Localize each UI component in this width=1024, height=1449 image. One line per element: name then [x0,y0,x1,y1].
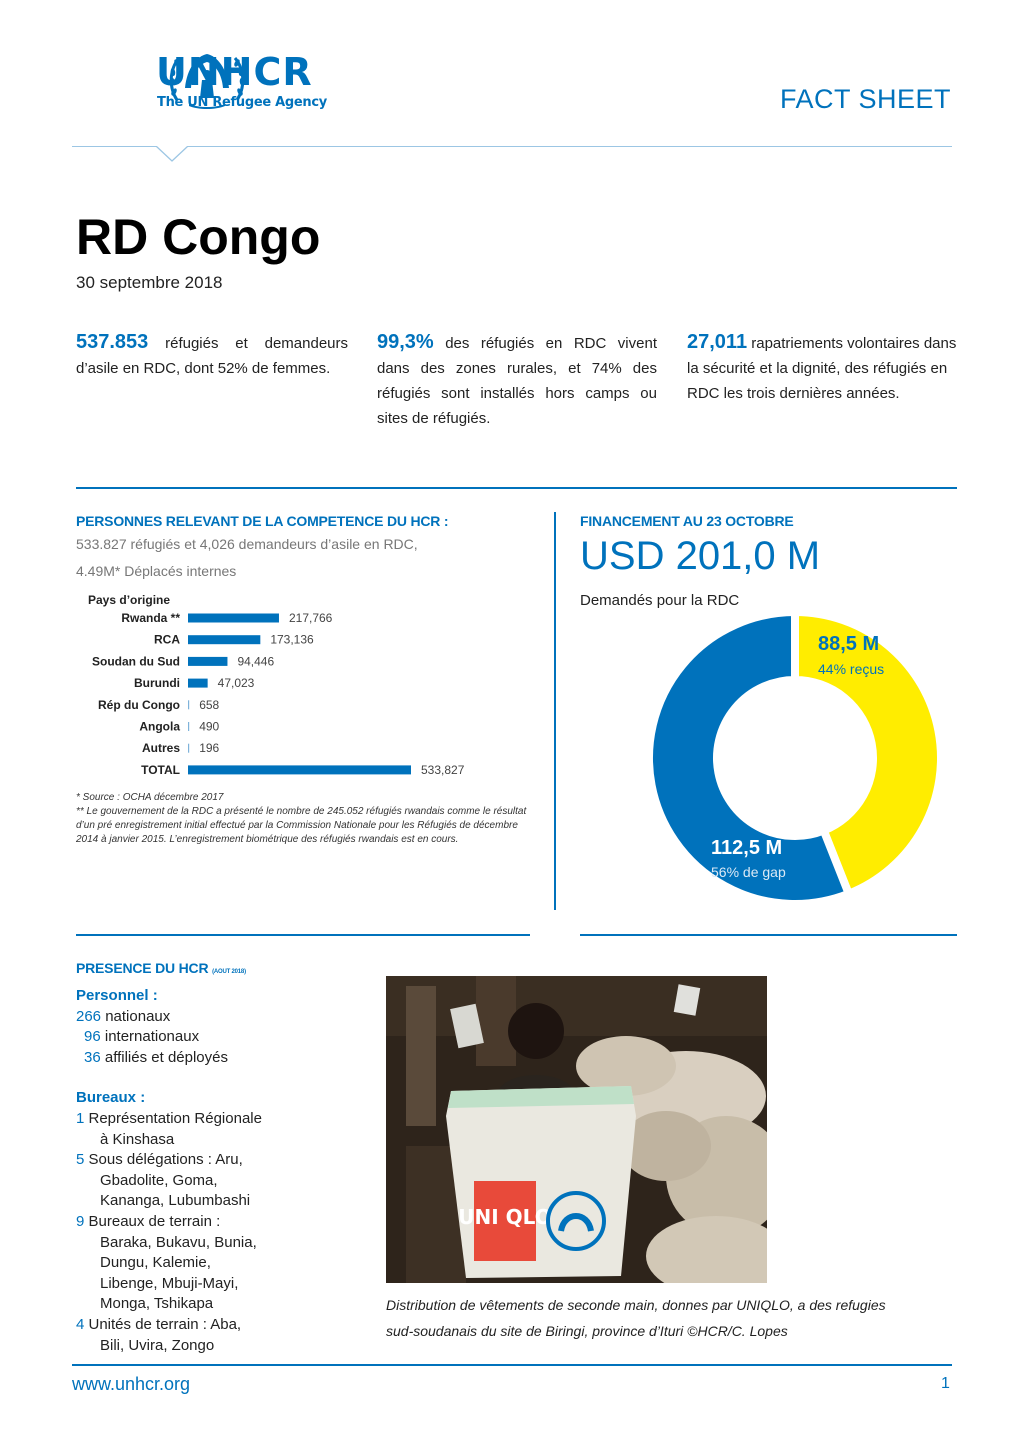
office-label: Représentation Régionale [84,1109,262,1127]
org-subtitle: The UN Refugee Agency [157,95,327,110]
staff-count: 266 [76,1007,102,1025]
offices-header: Bureaux : [76,1089,146,1107]
footnote-source: * Source : OCHA décembre 2017 [76,792,224,803]
section-divider [76,487,957,489]
key-figure-repatriations [687,330,959,406]
key-figure-text: rapatriements volontaires dans la sécurité et la dignité, des réfugiés en RDC les trois dernières années. [687,335,957,402]
office-location-line: Dungu, Kalemie, [100,1254,211,1272]
key-figure-value: 27,011 [687,331,748,353]
staff-label: nationaux [101,1007,171,1025]
page-title: RD Congo [76,209,321,265]
staff-count: 96 [84,1028,101,1046]
staff-label: internationaux [100,1028,200,1046]
staff-label: affiliés et déployés [100,1048,228,1066]
header-divider [72,146,952,147]
bar-category-label: Soudan du Sud [92,654,180,669]
staff-header: Personnel : [76,987,158,1004]
presence-title-text: PRESENCE DU HCR [76,960,209,976]
persons-summary-line: 533.827 réfugiés et 4,026 demandeurs d’asile en RDC, [76,536,418,552]
staff-item [76,1048,376,1069]
bar-category-label: Rwanda ** [121,611,180,625]
staff-item [76,1027,376,1048]
received-label: 44% reçus [818,661,885,677]
bar-value-label: 94,446 [237,654,275,669]
office-count: 9 [76,1212,85,1230]
bar-value-label: 490 [199,719,220,734]
office-item [76,1212,376,1233]
caret-down-icon [155,146,189,164]
photo-caption [386,1292,946,1344]
idp-summary-line: 4.49M* Déplacés internes [76,563,237,579]
funding-donut-chart [640,615,940,905]
bar [188,614,279,623]
bar-value-label: 47,023 [217,676,255,691]
gap-label: 56% de gap [711,864,786,880]
report-date: 30 septembre 2018 [76,273,223,292]
key-figure-rural [377,330,657,431]
bar-value-label: 173,136 [270,632,314,647]
office-count: 5 [76,1151,85,1169]
origin-bar-chart [60,610,530,786]
bar-category-label: TOTAL [141,762,180,777]
section-divider [580,934,957,936]
office-location-line: Baraka, Bukavu, Bunia, [100,1233,257,1251]
gap-value: 112,5 M [711,837,783,859]
presence-section-title [76,960,246,976]
bar [188,679,208,688]
bar-value-label: 196 [199,741,220,756]
staff-count: 36 [84,1048,101,1066]
chart-title: Pays d’origine [88,593,171,607]
bar-category-label: Angola [139,719,180,734]
photo-caption-line: Distribution de vêtements de seconde main, donnes par UNIQLO, a des refugies [386,1297,886,1313]
bar-category-label: Burundi [134,676,180,691]
persons-section-title: PERSONNES RELEVANT DE LA COMPETENCE DU HCR : [76,513,449,529]
footnotes [76,791,536,847]
funding-section-title: FINANCEMENT AU 23 OCTOBRE [580,513,794,529]
bar [188,744,189,753]
office-location-line: à Kinshasa [100,1130,175,1148]
bar-category-label: RCA [154,632,180,647]
footer-divider [72,1364,952,1366]
presence-title-note: (AOUT 2018) [212,969,246,975]
bar-category-label: Autres [141,741,180,756]
website-link[interactable]: www.unhcr.org [72,1374,191,1394]
offices-list [76,1109,376,1356]
key-figure-refugees [76,330,348,381]
office-item [76,1150,376,1171]
key-figure-text: réfugiés et demandeurs d’asile en RDC, dont 52% de femmes. [76,335,348,377]
doc-type-label: FACT SHEET [779,84,951,114]
office-location-line: Kananga, Lubumbashi [100,1192,251,1210]
funding-subtitle: Demandés pour la RDC [580,592,740,609]
office-label: Bureaux de terrain : [84,1212,221,1230]
bar-category-label: Rép du Congo [98,697,180,712]
office-location-line: Libenge, Mbuji-Mayi, [100,1274,239,1292]
received-value: 88,5 M [818,633,880,655]
bar [188,765,411,774]
office-item [76,1315,376,1336]
org-name: UNHCR [156,50,313,94]
key-figure-text: des réfugiés en RDC vivent dans des zones rurales, et 74% des réfugiés sont installés hors camps ou sites de réfugiés. [377,335,657,427]
office-item [76,1109,376,1130]
bar [188,722,189,731]
office-count: 1 [76,1109,85,1127]
office-label: Unités de terrain : Aba, [84,1315,242,1333]
presence-list [76,986,376,1356]
bag-logo-text: UNI QLO [458,1205,552,1229]
footnote-rwanda: ** Le gouvernement de la RDC a présenté le nombre de 245.052 réfugiés rwandais comme le résultat d’un pré enregistrement initial effectué par la Commission Nationale pour les Réfugiés de décembre 2014 à janvier 2015. L’enregistrement biométrique des réfugiés rwandais est en cours. [76,806,527,845]
photo-caption-line: sud-soudanais du site de Biringi, province d’Ituri ©HCR/C. Lopes [386,1323,788,1339]
bar [188,700,189,709]
funding-amount: USD 201,0 M [580,534,821,578]
bar-value-label: 533,827 [421,762,465,777]
page-number: 1 [941,1375,950,1392]
distribution-photo [386,976,767,1283]
bar [188,657,227,666]
column-divider [554,512,556,910]
bar [188,635,260,644]
key-figure-value: 99,3% [377,331,434,353]
key-figure-value: 537.853 [76,331,149,353]
section-divider [76,934,530,936]
office-label: Sous délégations : Aru, [84,1151,243,1169]
office-location-line: Gbadolite, Goma, [100,1171,218,1189]
staff-item [76,1007,376,1028]
office-location-line: Monga, Tshikapa [100,1295,214,1313]
bar-value-label: 217,766 [288,611,333,625]
office-count: 4 [76,1315,85,1333]
bar-value-label: 658 [199,697,220,712]
office-location-line: Bili, Uvira, Zongo [100,1336,215,1354]
